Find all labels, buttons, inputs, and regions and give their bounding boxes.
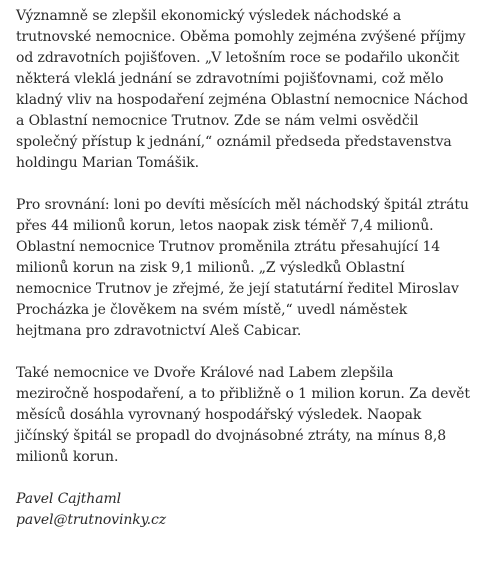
paragraph-dvur-kralove-jicin: Také nemocnice ve Dvoře Králové nad Labem zlepšila meziročně hospodaření, a to přibližně o 1 milion korun. Za devět měsíců dosáhla vyrovnaný hospodářský výsledek. Naopak jičínský špitál se propadl do dvojnásobné ztráty, na mínus 8,8 milionů korun. [16,365,470,465]
author-email: pavel@trutnovinky.cz [16,512,166,528]
author-signature [16,489,470,531]
paragraph-comparison: Pro srovnání: loni po devíti měsících měl náchodský špitál ztrátu přes 44 milionů korun, letos naopak zisk téměř 7,4 milionů. Oblastní nemocnice Trutnov proměnila ztrátu přesahující 14 milionů korun na zisk 9,1 milionů. „Z výsledků Oblastní nemocnice Trutnov je zřejmé, že její statutární ředitel Miroslav Procházka je člověkem na svém místě,“ uvedl náměstek hejtmana pro zdravotnictví Aleš Cabicar. [16,197,469,339]
author-name: Pavel Cajthaml [16,491,122,507]
paragraph-hospital-results: Významně se zlepšil ekonomický výsledek náchodské a trutnovské nemocnice. Oběma pomohly zejména zvýšené příjmy od zdravotních pojišťoven. „V letošním roce se podařilo ukončit některá vleklá jednání se zdravotními pojišťovnami, což mělo kladný vliv na hospodaření zejména Oblastní nemocnice Náchod a Oblastní nemocnice Trutnov. Zde se nám velmi osvědčil společný přístup k jednání,“ oznámil předseda představenstva holdingu Marian Tomášik. [16,8,469,171]
